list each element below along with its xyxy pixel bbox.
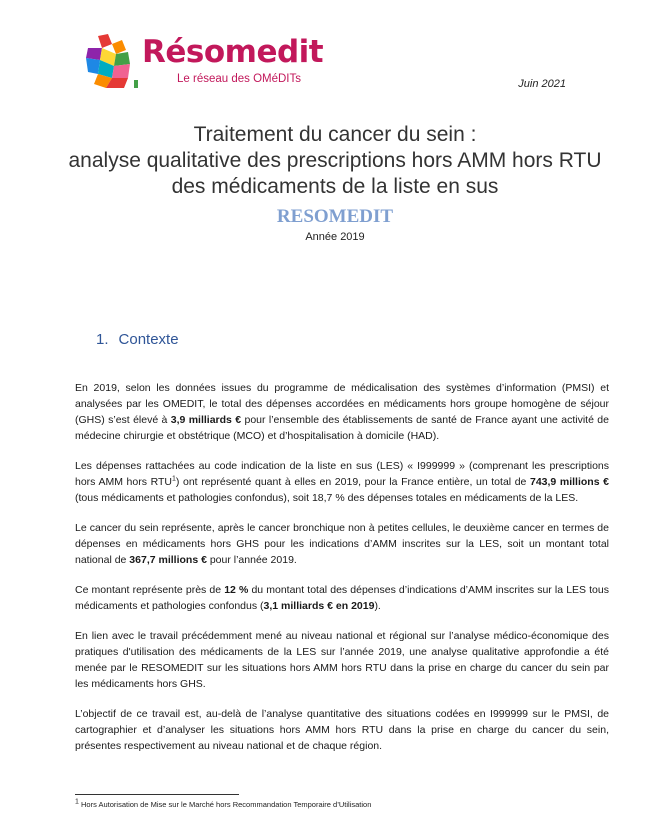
paragraph-5 [75,628,609,692]
p1-text-1: En 2019, selon les données issues du programme de médicalisation des systèmes d’information (PMSI) et analysées par les OMEDIT, le total des dépenses accordées en médicaments hors groupe homogène de séjour (GHS) s’est élevé à [75,382,609,426]
footnote-mark: 1 [75,798,79,806]
p6-text-1: L’objectif de ce travail est, au-delà de l’analyse quantitative des situations codées en I999999 sur le PMSI, de cartographier et d’analyser les situations hors AMM hors RTU dans la prise en charge du cancer du sein, présentes respectivement au niveau national et de chaque région. [75,708,609,752]
p1-bold-1: 3,9 milliards € [170,414,242,426]
paragraph-4 [75,582,609,614]
p2-text-3: (tous médicaments et pathologies confondus), soit 18,7 % des dépenses totales en médicaments de la LES. [75,492,579,504]
p2-bold-1: 743,9 millions € [530,476,609,488]
year-label: Année 2019 [305,231,365,243]
title-line-1: Traitement du cancer du sein : [193,123,477,146]
logo-tagline: Le réseau des OMéDITs [177,73,302,85]
title-line-3: des médicaments de la liste en sus [171,175,499,198]
subtitle: RESOMEDIT [276,206,394,227]
paragraph-2 [75,458,609,506]
france-map-icon [76,30,146,94]
p3-text-1: Le cancer du sein représente, après le cancer bronchique non à petites cellules, le deuxième cancer en termes de dépenses en médicaments hors GHS pour les indications d’AMM inscrites sur la LES, soit un montant total national de [75,522,609,566]
p2-text-2: ) ont représenté quant à elles en 2019, pour la France entière, un total de [175,476,530,488]
p1-text-2: pour l’ensemble des établissements de santé de France ayant une activité de médecine chirurgie et obstétrique (MCO) et d’hospitalisation à domicile (HAD). [75,414,609,442]
paragraph-6 [75,706,609,754]
logo-name: Résomedit [142,34,324,70]
p4-bold-1: 12 % [224,584,249,596]
document-date: Juin 2021 [518,78,566,90]
p2-text-1: Les dépenses rattachées au code indication de la liste en sus (LES) « I999999 » (comprenant les prescriptions hors AMM hors RTU [75,460,609,488]
p3-bold-1: 367,7 millions € [129,554,207,566]
section-heading [96,331,189,348]
p5-text-1: En lien avec le travail précédemment mené au niveau national et régional sur l’analyse médico-économique des pratiques d'utilisation des médicaments de la LES sur l’année 2019, une analyse qualitative approfondie a été menée par le RESOMEDIT sur les situations hors AMM hors RTU dans la prise en charge du cancer du sein par les médicaments hors GHS. [75,630,609,690]
p4-text-3: ). [374,600,381,612]
footnote-text: Hors Autorisation de Mise sur le Marché hors Recommandation Temporaire d’Utilisation [78,800,372,809]
title-line-2: analyse qualitative des prescriptions hors AMM hors RTU [68,149,602,172]
paragraph-3 [75,520,609,568]
p4-text-2: du montant total des dépenses d’indications d’AMM inscrites sur la LES tous médicaments et pathologies confondus ( [75,584,609,612]
p4-text-1: Ce montant représente près de [75,584,225,596]
p3-text-2: pour l’année 2019. [206,554,297,566]
resomedit-logo [76,28,326,98]
p4-bold-2: 3,1 milliards € en 2019 [263,600,375,612]
paragraph-1 [75,380,609,444]
title-block [0,122,670,243]
footnote-ref: 1 [171,475,176,483]
body-text [75,380,609,768]
section-number: 1. [96,331,109,348]
section-title: Contexte [118,331,179,348]
footnote [75,800,371,809]
footnote-separator [75,794,239,795]
